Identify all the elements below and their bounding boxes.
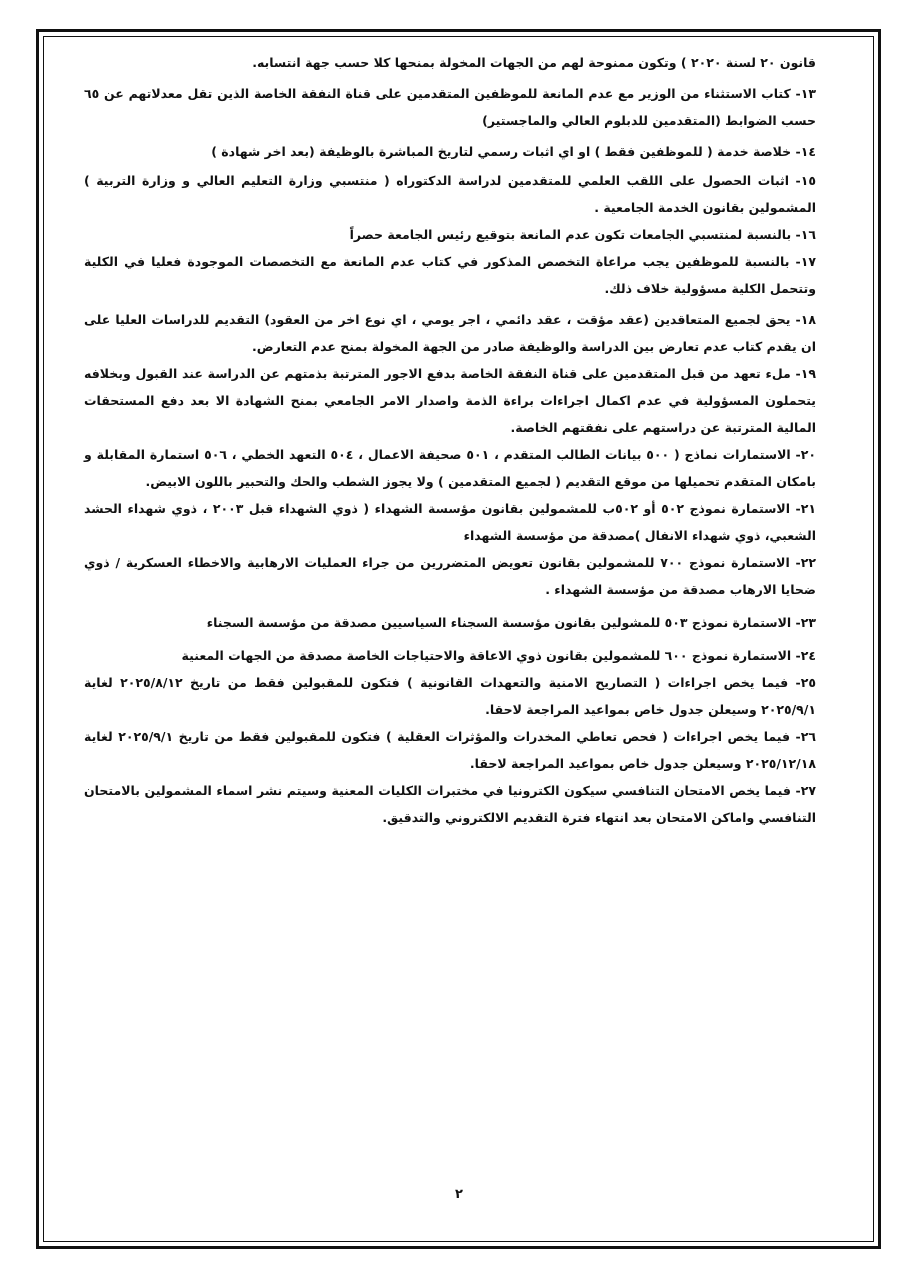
item-18: ١٨- يحق لجميع المتعاقدين (عقد مؤقت ، عقد دائمي ، اجر يومي ، اي نوع اخر من العقود) التقديم للدراسات العليا على ان يقدم كتاب عدم تعارض بين الدراسة والوظيفة صادر من الجهة المخولة بمنح عدم التعارض. <box>84 312 816 354</box>
item-16: ١٦- بالنسبة لمنتسبي الجامعات تكون عدم المانعة بتوقيع رئيس الجامعة حصراً <box>349 227 816 242</box>
item-21: ٢١- الاستمارة نموذج ٥٠٢ أو ٥٠٢ب للمشمولين بقانون مؤسسة الشهداء ( ذوي الشهداء قبل ٢٠٠٣ ، ذوي شهداء الحشد الشعبي، ذوي شهداء الانفال )مصدقة من مؤسسة الشهداء <box>84 501 816 543</box>
item-25: ٢٥- فيما يخص اجراءات ( التصاريح الامنية والتعهدات القانونية ) فتكون للمقبولين فقط من تاريخ ٢٠٢٥/٨/١٢ لغاية ٢٠٢٥/٩/١ وسيعلن جدول خاص بمواعيد المراجعة لاحقا. <box>84 675 816 717</box>
item-24: ٢٤- الاستمارة نموذج ٦٠٠ للمشمولين بقانون ذوي الاعاقة والاحتياجات الخاصة مصدقة من الجهات المعنية <box>181 648 816 663</box>
item-26: ٢٦- فيما يخص اجراءات ( فحص تعاطي المخدرات والمؤثرات العقلية ) فتكون للمقبولين فقط من تاريخ ٢٠٢٥/٩/١ لغاية ٢٠٢٥/١٢/١٨ وسيعلن جدول خاص بمواعيد المراجعة لاحقا. <box>84 729 816 771</box>
item-17: ١٧- بالنسبة للموظفين يجب مراعاة التخصص المذكور في كتاب عدم المانعة مع التخصصات الموجودة فعليا في الكلية وتتحمل الكلية مسؤولية خلاف ذلك. <box>84 254 816 296</box>
item-15: ١٥- اثبات الحصول على اللقب العلمي للمتقدمين لدراسة الدكتوراه ( منتسبي وزارة التعليم العالي و وزارة التربية ) المشمولين بقانون الخدمة الجامعية . <box>84 173 816 215</box>
item-20: ٢٠- الاستمارات نماذج ( ٥٠٠ بيانات الطالب المتقدم ، ٥٠١ صحيفة الاعمال ، ٥٠٤ التعهد الخطي ، ٥٠٦ استمارة المقابلة و بامكان المتقدم تحميلها من موقع التقديم ( لجميع المتقدمين ) ولا يجوز الشطب والحك والتحبير باللون الابيض. <box>84 447 816 489</box>
paragraph-continuation: قانون ٢٠ لسنة ٢٠٢٠ ) وتكون ممنوحة لهم من الجهات المخولة بمنحها كلا حسب جهة انتسابه. <box>252 55 816 70</box>
item-27: ٢٧- فيما يخص الامتحان التنافسي سيكون الكترونيا في مختبرات الكليات المعنية وسيتم نشر اسماء المشمولين بالامتحان التنافسي واماكن الامتحان بعد انتهاء فترة التقديم الالكتروني والتدقيق. <box>84 783 816 825</box>
item-13: ١٣- كتاب الاستثناء من الوزير مع عدم المانعة للموظفين المتقدمين على قناة النفقة الخاصة الذين تقل معدلاتهم عن ٦٥ حسب الضوابط (المتقدمين للدبلوم العالي والماجستير) <box>84 86 816 128</box>
document-body <box>84 49 816 831</box>
item-14: ١٤- خلاصة خدمة ( للموظفين فقط ) او اي اثبات رسمي لتاريخ المباشرة بالوظيفة (بعد اخر شهادة ) <box>211 144 816 159</box>
item-22: ٢٢- الاستمارة نموذج ٧٠٠ للمشمولين بقانون تعويض المتضررين من جراء العمليات الارهابية والاخطاء العسكرية / ذوي ضحايا الارهاب مصدقة من مؤسسة الشهداء . <box>84 555 816 597</box>
item-23: ٢٣- الاستمارة نموذج ٥٠٣ للمشولين بقانون مؤسسة السجناء السياسيين مصدقة من مؤسسة السجناء <box>206 615 816 630</box>
page-number: ٢ <box>455 1187 463 1202</box>
item-19: ١٩- ملء تعهد من قبل المتقدمين على قناة النفقة الخاصة بدفع الاجور المترتبة بذمتهم عن الدراسة عند القبول وبخلافه يتحملون المسؤولية في عدم اكمال اجراءات براءة الذمة واصدار الامر الجامعي بمنح الشهادة الا بعد دفع المستحقات المالية المترتبة عن دراستهم على نفقتهم الخاصة. <box>84 366 816 435</box>
